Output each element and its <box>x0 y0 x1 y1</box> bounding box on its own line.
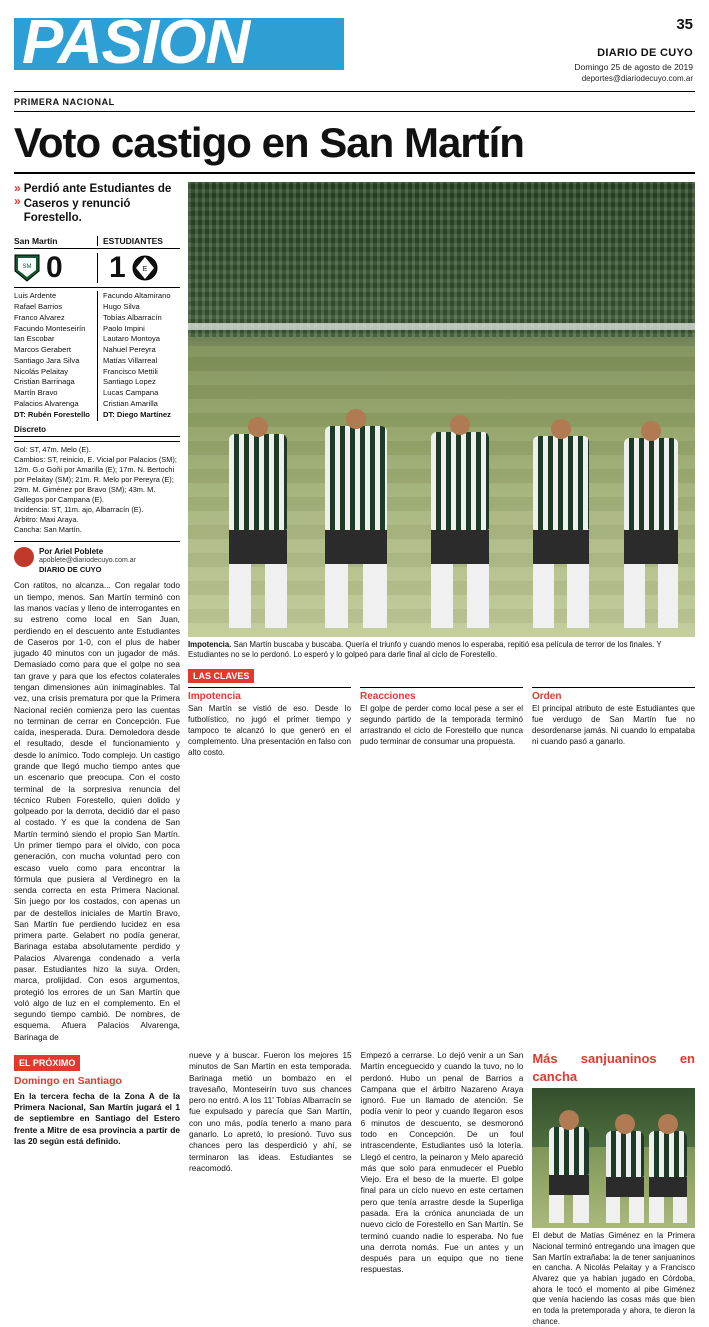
claves-grid <box>188 687 695 759</box>
home-score-block <box>14 253 97 283</box>
player-jersey <box>606 1131 644 1177</box>
away-lineup <box>97 291 180 420</box>
player-name: Lucas Campana <box>103 388 159 398</box>
home-team-name: San Martín <box>14 236 58 247</box>
chevron-right-icon: » » <box>14 181 19 208</box>
player-legs <box>431 564 489 628</box>
match-detail-subs: Cambios: ST, reinicio, E. Vicial por Palacios (SM); 12m. G.o Goñi por Amarilla (E); 17m. N. Bertochi por Pelaitay (SM); 21m. R. Melo por Pereyra (E); 29m. M. Giménez por Bravo (SM); 43m. M. Gallegos por Campana (E). <box>14 454 177 504</box>
player-shorts <box>533 530 589 564</box>
stadium-crowd <box>188 182 695 337</box>
clave-item <box>360 687 523 759</box>
home-coach: DT: Rubén Forestello <box>14 409 90 419</box>
score-row <box>14 249 180 288</box>
clave-title: Impotencia <box>188 691 241 703</box>
player-name: Rafael Barrios <box>14 301 63 311</box>
player-shorts <box>229 530 287 564</box>
paper-name: DIARIO DE CUYO <box>597 47 693 59</box>
lineups <box>14 288 180 420</box>
byline <box>14 541 180 574</box>
player-name: Hugo Silva <box>103 301 140 311</box>
article-body-col3: Empezó a cerrarse. Lo dejó venir a un San Martín enceguecido y cuando la tuvo, no lo perdonó. Hubo un penal de Barrios a Campana que el árbitro Nazareno Araya ignoró. Fue un llamado de atención. Se podía venir lo peor y cuando llegaron esos 6 minutos de descuento, se desmoronó todo en Concepción. De un foul intrascendente, Estudiantes usó la lotería. Llegó el centro, la peinaron y Melo apareció más que solo para enmudecer el Pueblo Viejo. Era el beso de la muerte. El golpe final para un ciclo nuevo en este certamen pero que tenía arrastre desde la Superliga pasada. Era la crónica anunciada de un nuevo ciclo de Forestello en San Martín. Se terminó cuando nadie lo esperaba. No fue una derrota nomás. Fue un antes y un después para un equipo que no tiene respuestas. <box>360 1050 524 1275</box>
lead-text: Perdió ante Estudiantes de Caseros y renunció Forestello. <box>23 183 172 225</box>
contact-email: deportes@diariodecuyo.com.ar <box>581 74 693 83</box>
player-name: Franco Alvarez <box>14 312 65 322</box>
away-score: 1 <box>109 251 126 285</box>
match-rating: Discreto <box>14 425 180 437</box>
match-details <box>14 441 180 536</box>
player-name: Martín Bravo <box>14 388 58 398</box>
player-legs <box>606 1197 644 1223</box>
article-body-col2: nueve y a buscar. Fueron los mejores 15 minutos de San Martín en esta temporada. Barinaga metió un bombazo en el travesaño, Monteseirín tuvo sus chances pero no entró. A los 11' Tobías Albarracín se fue expulsado y parecía que San Martín, con uno más, podía tenerlo a mano para ganarlo. Lo apretó, lo presionó. Tuvo sus chances pero las desperdició y ahí, se terminaron las ideas. Estudiantes se reacomodó. <box>189 1050 352 1173</box>
player-name: Nahuel Pereyra <box>103 345 156 355</box>
player-name: Facundo Altamirano <box>103 291 171 301</box>
player-name: Paolo Impini <box>103 323 145 333</box>
proximo-title: Domingo en Santiago <box>14 1075 122 1088</box>
player-legs <box>549 1195 589 1223</box>
home-lineup <box>14 291 97 420</box>
divider-kicker <box>14 111 695 112</box>
player-legs <box>649 1197 687 1223</box>
player-name: Santiago Lopez <box>103 377 156 387</box>
page-number: 35 <box>676 16 693 33</box>
player-shorts <box>431 530 489 564</box>
sanjuaninos-box <box>532 1050 695 1327</box>
player-jersey <box>229 434 287 530</box>
match-detail-goals: Gol: ST, 47m. Melo (E). <box>14 444 91 454</box>
proximo-text: En la tercera fecha de la Zona A de la Primera Nacional, San Martín jugará el 1 de septiembre en Santiago del Estero frente a Mitre de esa provincia a partir de las 20 según está definido. <box>14 1090 180 1146</box>
player-name: Lautaro Montoya <box>103 334 160 344</box>
player-name: Ian Escobar <box>14 334 55 344</box>
player-legs <box>533 564 589 628</box>
player-name: Palacios Alvarenga <box>14 398 79 408</box>
masthead <box>14 0 695 83</box>
clave-item <box>532 687 695 759</box>
main-photo-caption <box>188 640 695 660</box>
player-head <box>615 1114 635 1134</box>
clave-item <box>188 687 351 759</box>
article-body-col1: Con ratitos, no alcanza... Con regalar todo un tiempo, menos. San Martín terminó con las manos vacías y lleno de interrogantes en su estreno como local en San Juan, perdiendo en el descuento ante Estudiantes de Caseros por 1-0, con el plus de haber jugado 40 minutos con un jugador de más. Demasiado como para que el golpe no sea tan grave y para que los efectos colaterales tengan dimensiones aún inimaginables. Tal vez, una crisis prematura por que la Primera Nacional recién comienza pero las cuentas no terminan de cerrar en Concepción. Fue caída, inesperada. Dura. Demoledora desde el resultado, desde el funcionamiento y desde lo anímico. Todo complejo. Un castigo grande que llegó mucho tiempo antes que un escenario que preocupa. Con el costo terminal de la sorpresiva renuncia del técnico Ruben Forestello, quien dolido y golpeado por la derrota, decidió dar el paso al costado. Y es que la condena de San Martín terminó siendo el propio San Martín. Un primer tiempo para el olvido, con poca generación, con mucha voluntad pero con escaso vuelo como para encontrar la fórmula que pusiera al Verdinegro en la senda correcta en esta Primera Nacional. Sin juego por los costados, con apenas un par de destellos iniciales de Martín Bravo, San Martín fue perdiendo lucidez en esa primera parte. Gelabert no podía generar, Barinaga estaba absolutamente perdido y Palacios Alvarenga condenado a verla pasar. Estudiantes hizo la suya. Orden, marca, prolijidad. Con esos argumentos, protegió los errores de un San Martín que voló algo de luz en el complemento. En el segundo tiempo cambió. De nombres, de esquema. Afuera Palacios Alvarenga, Barinaga de <box>14 580 180 1042</box>
clave-title: Reacciones <box>360 691 416 703</box>
player-figure <box>549 1110 589 1223</box>
player-jersey <box>533 436 589 530</box>
player-name: Matías Villarreal <box>103 355 158 365</box>
player-figure <box>431 415 489 628</box>
logo-text: PASION <box>22 8 250 77</box>
player-figure <box>533 419 589 628</box>
player-name: Nicolás Pelaitay <box>14 366 69 376</box>
away-score-block <box>97 253 180 283</box>
logo <box>14 8 344 78</box>
divider-top <box>14 91 695 92</box>
publication-date: Domingo 25 de agosto de 2019 <box>574 62 693 72</box>
svg-text:E: E <box>142 266 148 274</box>
player-jersey <box>649 1131 687 1177</box>
lead-bullets <box>14 182 180 226</box>
player-figure <box>229 417 287 628</box>
lead-row <box>14 182 695 1043</box>
match-detail-referee: Árbitro: Maxi Araya. <box>14 514 79 524</box>
player-head <box>641 421 661 441</box>
divider-headline <box>14 172 695 174</box>
player-shorts <box>549 1175 589 1195</box>
clave-text: El principal atributo de este Estudiantes que fue verdugo de San Martín fue no desordenarse jamás. Ni cuando lo empataba ni cuando pasó a ganarlo. <box>532 704 695 747</box>
player-head <box>551 419 571 439</box>
sanjuaninos-caption: El debut de Matías Giménez en la Primera Nacional terminó entregando una imagen que San Martín extrañaba: la de tener sanjuaninos en cancha. A Nicolás Pelaitay y a Francisco Alvarez que ya habían jugado en Córdoba, ahora le tocó el momento al pibe Giménez que venía haciendo las cosas más que bien en toda la pretemporada y ahora, te dieron la chance. <box>532 1231 696 1326</box>
home-team-crest-icon <box>14 254 40 282</box>
player-name: Cristian Amarilla <box>103 398 158 408</box>
away-team-crest-icon <box>132 254 158 282</box>
stand-rail <box>188 323 695 330</box>
player-shorts <box>325 530 387 564</box>
player-jersey <box>624 438 678 530</box>
proximo-bar: EL PRÓXIMO <box>14 1055 80 1071</box>
player-head <box>559 1110 579 1130</box>
sanjuaninos-photo <box>532 1088 695 1228</box>
player-shorts <box>606 1177 644 1197</box>
player-figure <box>649 1114 687 1223</box>
player-legs <box>229 564 287 628</box>
section-kicker: PRIMERA NACIONAL <box>14 97 115 107</box>
author-email[interactable]: apoblete@diariodecuyo.com.ar <box>39 557 136 565</box>
lower-columns <box>14 1050 695 1327</box>
proximo-column <box>14 1050 180 1327</box>
player-name: Marcos Gerabert <box>14 345 71 355</box>
player-name: Santiago Jara Silva <box>14 355 80 365</box>
lead-column <box>14 182 180 1043</box>
player-name: Luis Ardente <box>14 291 57 301</box>
player-figure <box>606 1114 644 1223</box>
away-coach: DT: Diego Martínez <box>103 409 171 419</box>
home-score: 0 <box>46 251 63 285</box>
player-legs <box>624 564 678 628</box>
teams-header <box>14 236 180 249</box>
clave-text: San Martín se vistió de eso. Desde lo futbolístico, no jugó el primer tiempo y tampoco te alcanzó lo que generó en el complemento. Una presentación en falso con alto costo. <box>188 704 351 757</box>
caption-text: San Martín buscaba y buscaba. Quería el triunfo y cuando menos lo esperaba, repitió esa película de terror de los finales. Y Estudiantes no se lo perdonó. Lo esperó y lo golpeó para darle final al ciclo de Forestello. <box>188 640 662 660</box>
clave-text: El golpe de perder como local pese a ser el segundo partido de la temporada terminó arrastrando el ciclo de Forestello que nunca pudo terminar de consumar una propuesta. <box>360 704 523 747</box>
sanjuaninos-title: Más sanjuaninos en cancha <box>532 1051 696 1084</box>
author-avatar <box>14 547 34 567</box>
match-detail-stadium: Cancha: San Martín. <box>14 525 82 535</box>
player-name: Cristian Barrinaga <box>14 377 75 387</box>
player-head <box>346 409 366 429</box>
player-jersey <box>431 432 489 530</box>
author-name: Por Ariel Poblete <box>39 547 104 557</box>
player-jersey <box>325 426 387 530</box>
player-shorts <box>649 1177 687 1197</box>
player-jersey <box>549 1127 589 1175</box>
masthead-info <box>566 12 695 83</box>
svg-text:SM: SM <box>22 264 32 271</box>
main-photo <box>188 182 695 637</box>
player-figure <box>624 421 678 628</box>
player-figure <box>325 409 387 628</box>
caption-lead: Impotencia. <box>188 640 232 649</box>
page-title: Voto castigo en San Martín <box>14 119 524 166</box>
author-paper: DIARIO DE CUYO <box>39 565 102 575</box>
away-team-name: ESTUDIANTES <box>97 236 180 246</box>
claves-bar: LAS CLAVES <box>188 669 254 683</box>
player-shorts <box>624 530 678 564</box>
player-name: Facundo Monteseirín <box>14 323 86 333</box>
player-name: Francisco Mettili <box>103 366 158 376</box>
player-head <box>248 417 268 437</box>
player-name: Tobías Albarracín <box>103 312 162 322</box>
clave-title: Orden <box>532 691 562 703</box>
player-legs <box>325 564 387 628</box>
match-detail-incident: Incidencia: ST, 11m. ajo, Albarracín (E). <box>14 504 144 514</box>
